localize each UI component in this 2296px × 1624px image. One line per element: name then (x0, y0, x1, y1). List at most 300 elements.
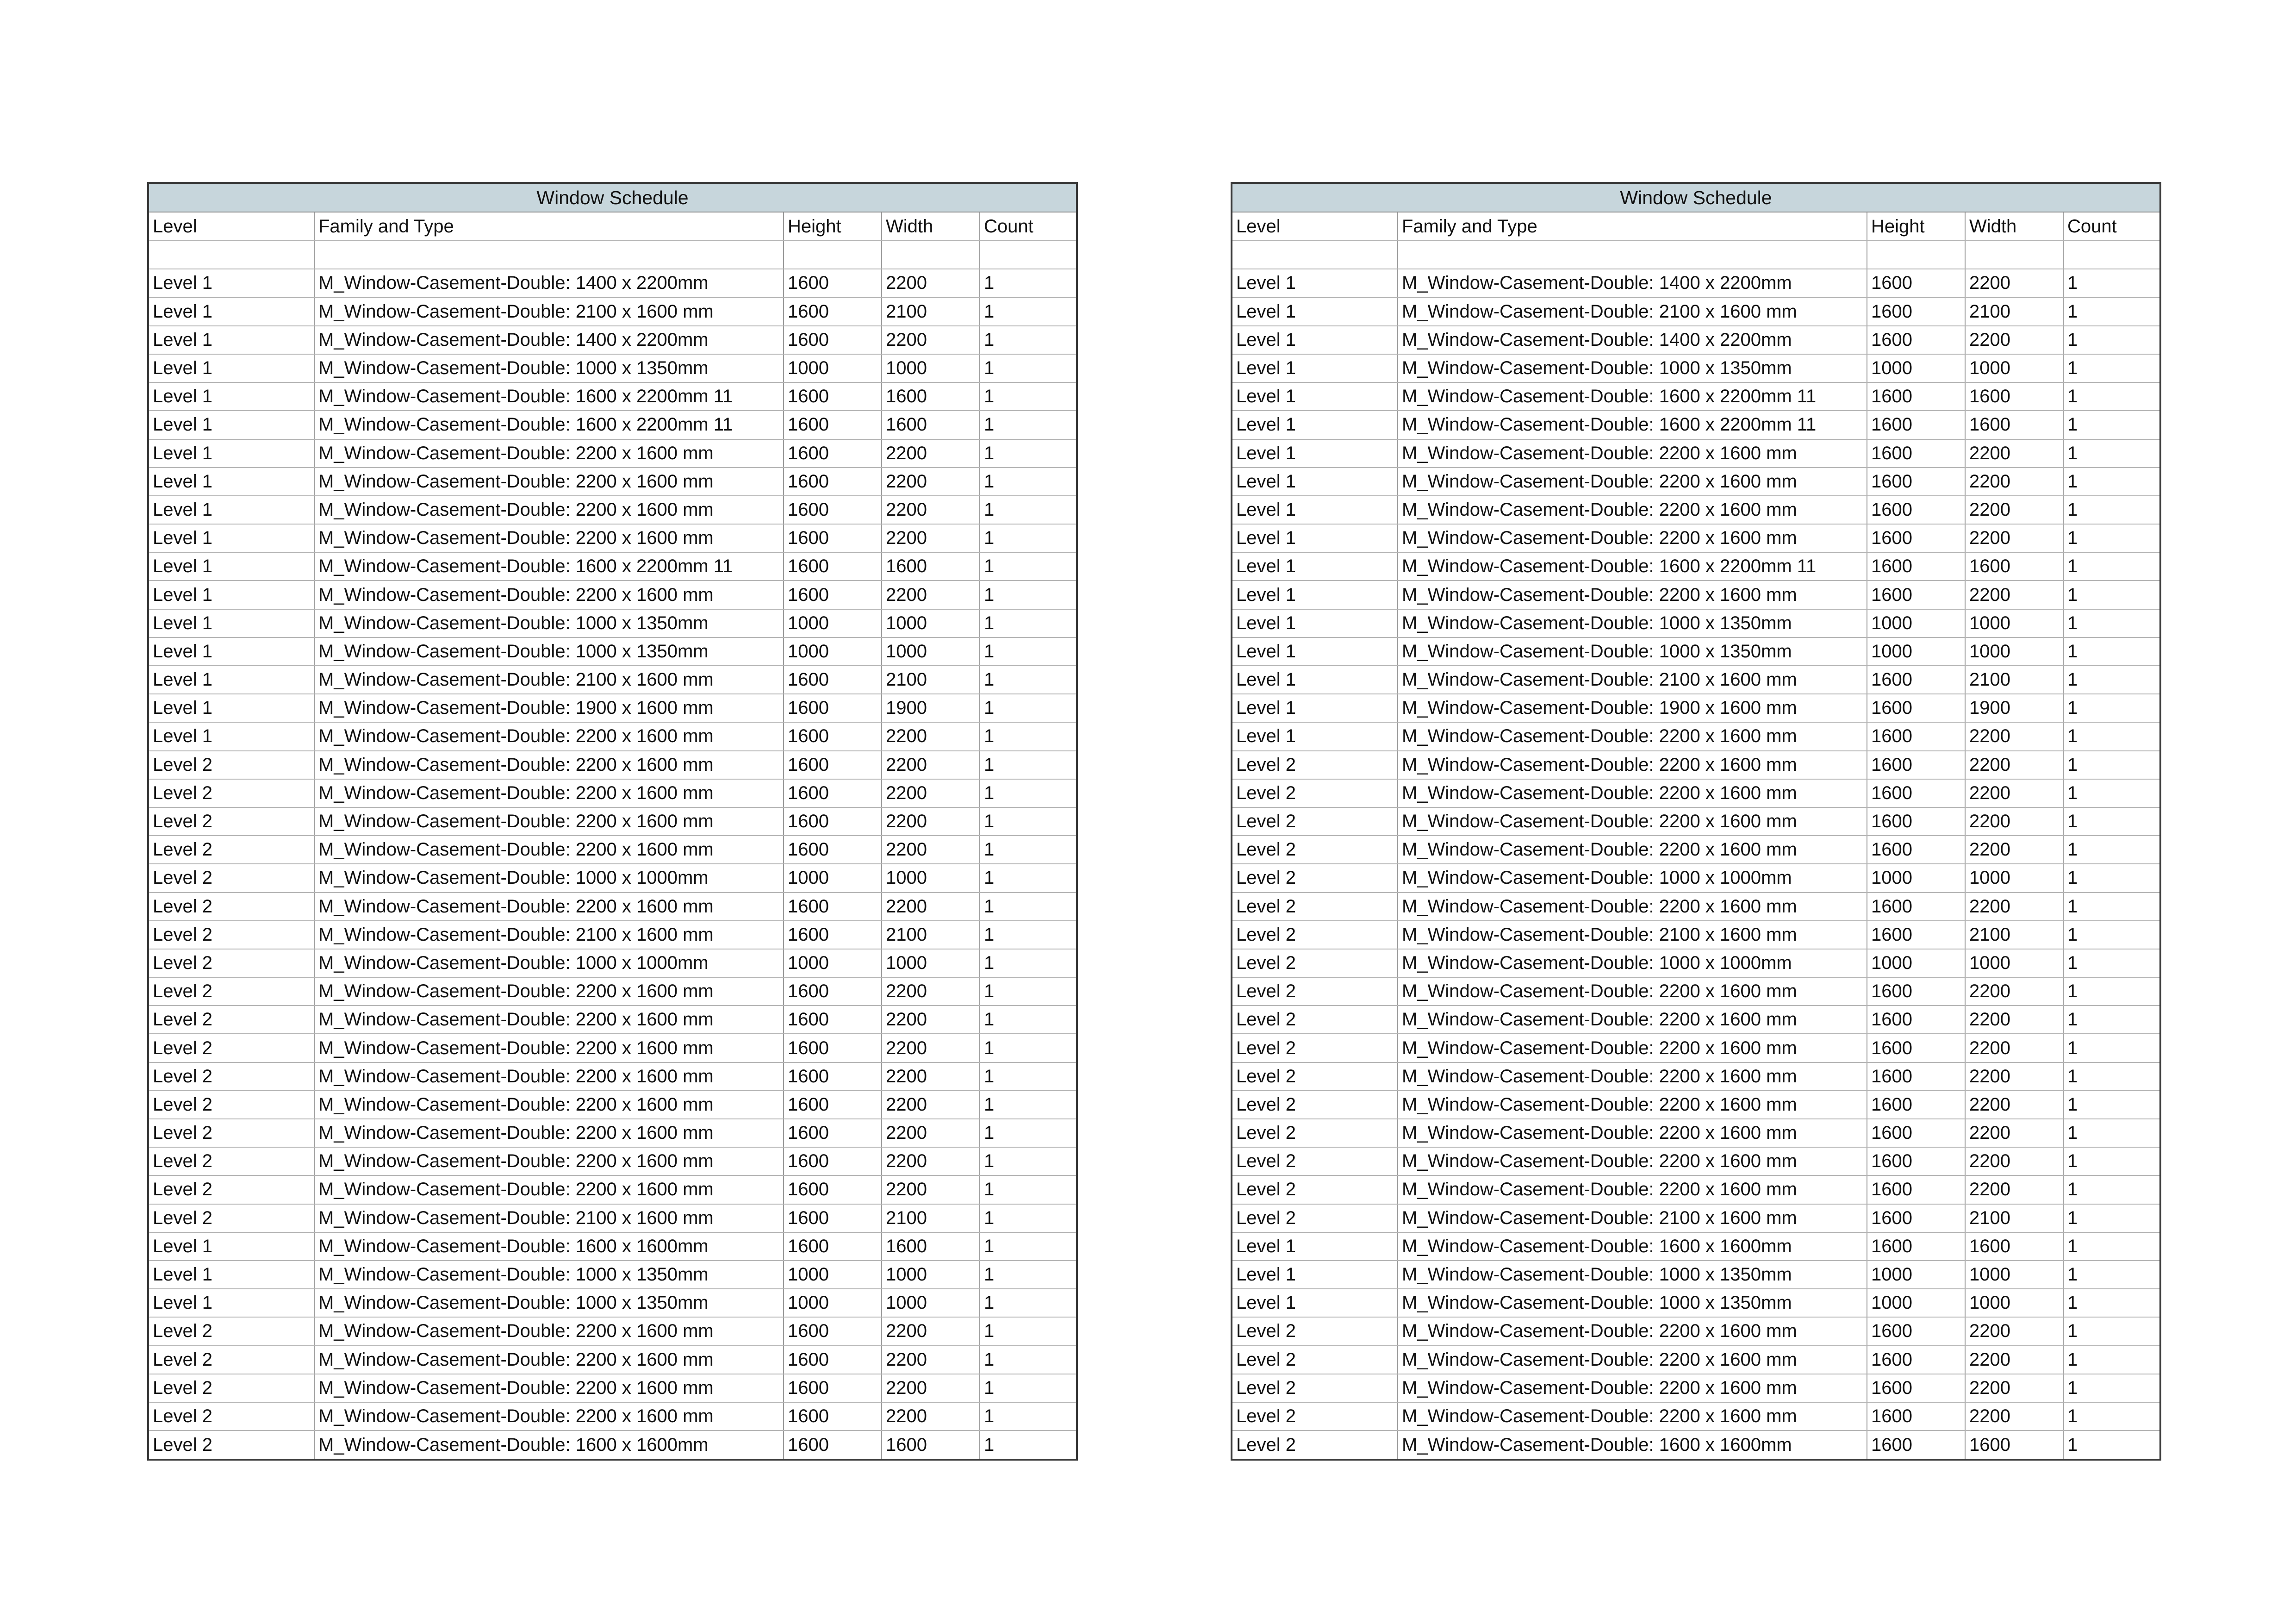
cell-height: 1600 (784, 921, 882, 949)
cell-height: 1600 (784, 269, 882, 297)
column-header-height: Height (784, 212, 882, 241)
cell-count: 1 (980, 1261, 1076, 1289)
cell-width: 1000 (882, 609, 980, 637)
cell-width: 1600 (882, 411, 980, 439)
cell-count: 1 (2063, 269, 2159, 297)
table-row (1232, 326, 2159, 354)
cell-width: 1600 (882, 1232, 980, 1261)
cell-height: 1600 (1867, 666, 1965, 694)
table-row (149, 241, 1076, 269)
cell-level: Level 2 (1232, 807, 1398, 836)
cell-count: 1 (980, 411, 1076, 439)
table-row (1232, 637, 2159, 666)
cell-count: 1 (2063, 382, 2159, 411)
cell-count: 1 (980, 893, 1076, 921)
column-header-family-and-type: Family and Type (314, 212, 784, 241)
cell-level: Level 1 (1232, 1289, 1398, 1317)
cell-family-and-type: M_Window-Casement-Double: 1000 x 1000mm (1398, 864, 1867, 892)
cell-count: 1 (2063, 779, 2159, 807)
cell-height: 1600 (1867, 1147, 1965, 1175)
column-header-family-and-type: Family and Type (1398, 212, 1867, 241)
cell-height: 1600 (1867, 439, 1965, 468)
cell-count: 1 (2063, 807, 2159, 836)
table-row (1232, 1147, 2159, 1175)
cell-family-and-type: M_Window-Casement-Double: 2200 x 1600 mm (314, 1374, 784, 1402)
cell-family-and-type: M_Window-Casement-Double: 2200 x 1600 mm (1398, 1147, 1867, 1175)
cell-height: 1600 (784, 468, 882, 496)
cell-height: 1600 (1867, 1119, 1965, 1147)
cell-height: 1600 (1867, 1062, 1965, 1091)
cell-level: Level 1 (149, 496, 314, 524)
cell-height: 1000 (1867, 354, 1965, 382)
cell-height (1867, 241, 1965, 269)
cell-width: 2200 (882, 269, 980, 297)
table-row (149, 836, 1076, 864)
cell-width: 2200 (1965, 779, 2063, 807)
cell-count: 1 (980, 609, 1076, 637)
cell-count: 1 (2063, 1175, 2159, 1204)
cell-level: Level 1 (1232, 637, 1398, 666)
table-row (149, 779, 1076, 807)
cell-family-and-type: M_Window-Casement-Double: 2200 x 1600 mm (1398, 468, 1867, 496)
table-row (1232, 1006, 2159, 1034)
cell-height: 1600 (1867, 836, 1965, 864)
cell-family-and-type: M_Window-Casement-Double: 1000 x 1350mm (314, 1261, 784, 1289)
cell-count: 1 (2063, 524, 2159, 552)
cell-level: Level 1 (149, 382, 314, 411)
table-row (149, 1346, 1076, 1374)
table-row (149, 921, 1076, 949)
cell-height: 1600 (784, 722, 882, 750)
cell-family-and-type: M_Window-Casement-Double: 2200 x 1600 mm (1398, 722, 1867, 750)
header-row (1232, 212, 2159, 241)
table-row (1232, 1346, 2159, 1374)
cell-count: 1 (2063, 1232, 2159, 1261)
cell-level: Level 2 (1232, 1317, 1398, 1345)
cell-family-and-type: M_Window-Casement-Double: 2100 x 1600 mm (314, 1204, 784, 1232)
cell-count: 1 (2063, 1091, 2159, 1119)
cell-level: Level 1 (1232, 1261, 1398, 1289)
cell-level: Level 1 (1232, 439, 1398, 468)
cell-family-and-type: M_Window-Casement-Double: 1400 x 2200mm (314, 269, 784, 297)
cell-width: 2200 (882, 326, 980, 354)
table-row (1232, 468, 2159, 496)
cell-width: 2200 (1965, 1119, 2063, 1147)
cell-width: 2100 (1965, 666, 2063, 694)
column-header-width: Width (882, 212, 980, 241)
cell-family-and-type: M_Window-Casement-Double: 2200 x 1600 mm (314, 496, 784, 524)
cell-level: Level 1 (149, 468, 314, 496)
table-row (149, 1147, 1076, 1175)
cell-width: 2200 (882, 1175, 980, 1204)
cell-family-and-type: M_Window-Casement-Double: 1000 x 1350mm (1398, 1289, 1867, 1317)
cell-family-and-type: M_Window-Casement-Double: 2200 x 1600 mm (1398, 1317, 1867, 1345)
schedule-table (1232, 212, 2159, 1459)
cell-count: 1 (2063, 411, 2159, 439)
cell-height: 1600 (784, 779, 882, 807)
cell-family-and-type: M_Window-Casement-Double: 1000 x 1350mm (1398, 637, 1867, 666)
schedule-body (1232, 241, 2159, 1459)
table-row (1232, 1430, 2159, 1459)
cell-level: Level 2 (149, 864, 314, 892)
table-row (149, 354, 1076, 382)
cell-level: Level 1 (1232, 298, 1398, 326)
cell-count: 1 (2063, 468, 2159, 496)
cell-level: Level 2 (1232, 836, 1398, 864)
schedule-title: Window Schedule (1232, 184, 2159, 212)
cell-family-and-type: M_Window-Casement-Double: 2100 x 1600 mm (1398, 666, 1867, 694)
table-row (149, 326, 1076, 354)
cell-family-and-type: M_Window-Casement-Double: 2200 x 1600 mm (314, 1346, 784, 1374)
cell-family-and-type: M_Window-Casement-Double: 1600 x 2200mm 11 (1398, 411, 1867, 439)
cell-width: 1000 (1965, 354, 2063, 382)
cell-family-and-type (1398, 241, 1867, 269)
cell-count: 1 (2063, 609, 2159, 637)
cell-level: Level 2 (149, 1006, 314, 1034)
window-schedule-left (147, 182, 1078, 1461)
cell-count: 1 (2063, 1402, 2159, 1430)
table-row (149, 1374, 1076, 1402)
cell-width: 2200 (882, 1034, 980, 1062)
cell-level: Level 1 (149, 298, 314, 326)
cell-count: 1 (980, 1091, 1076, 1119)
cell-level: Level 1 (149, 637, 314, 666)
cell-family-and-type: M_Window-Casement-Double: 1000 x 1350mm (1398, 1261, 1867, 1289)
cell-count: 1 (980, 1204, 1076, 1232)
cell-family-and-type: M_Window-Casement-Double: 2200 x 1600 mm (1398, 1119, 1867, 1147)
cell-family-and-type: M_Window-Casement-Double: 2200 x 1600 mm (314, 1147, 784, 1175)
cell-count: 1 (2063, 836, 2159, 864)
cell-height: 1600 (784, 496, 882, 524)
cell-width: 2200 (1965, 1402, 2063, 1430)
table-row (1232, 411, 2159, 439)
cell-family-and-type: M_Window-Casement-Double: 2200 x 1600 mm (314, 893, 784, 921)
cell-family-and-type: M_Window-Casement-Double: 2200 x 1600 mm (314, 524, 784, 552)
cell-count: 1 (2063, 1261, 2159, 1289)
table-row (149, 1232, 1076, 1261)
cell-family-and-type: M_Window-Casement-Double: 2200 x 1600 mm (1398, 1034, 1867, 1062)
cell-family-and-type: M_Window-Casement-Double: 2200 x 1600 mm (1398, 977, 1867, 1006)
cell-level: Level 1 (1232, 694, 1398, 722)
cell-count: 1 (980, 1232, 1076, 1261)
cell-level: Level 2 (1232, 921, 1398, 949)
column-header-height: Height (1867, 212, 1965, 241)
cell-height: 1600 (784, 1147, 882, 1175)
cell-family-and-type: M_Window-Casement-Double: 1600 x 2200mm 11 (314, 411, 784, 439)
cell-level: Level 2 (149, 1119, 314, 1147)
table-row (149, 411, 1076, 439)
cell-height: 1600 (1867, 524, 1965, 552)
table-row (149, 1261, 1076, 1289)
cell-count: 1 (2063, 1034, 2159, 1062)
column-header-level: Level (1232, 212, 1398, 241)
cell-width: 1900 (1965, 694, 2063, 722)
cell-count: 1 (980, 666, 1076, 694)
cell-count (2063, 241, 2159, 269)
cell-height: 1000 (1867, 637, 1965, 666)
cell-count: 1 (2063, 552, 2159, 581)
cell-height: 1600 (1867, 1175, 1965, 1204)
cell-height: 1000 (1867, 609, 1965, 637)
cell-family-and-type: M_Window-Casement-Double: 1000 x 1000mm (314, 864, 784, 892)
cell-count: 1 (980, 1289, 1076, 1317)
cell-family-and-type: M_Window-Casement-Double: 2200 x 1600 mm (314, 751, 784, 779)
cell-width: 1000 (882, 949, 980, 977)
cell-level: Level 1 (149, 722, 314, 750)
cell-family-and-type: M_Window-Casement-Double: 2200 x 1600 mm (1398, 524, 1867, 552)
cell-width: 2200 (882, 496, 980, 524)
table-row (149, 694, 1076, 722)
table-row (1232, 1034, 2159, 1062)
cell-level: Level 1 (1232, 552, 1398, 581)
cell-width: 2100 (1965, 298, 2063, 326)
cell-level: Level 2 (149, 977, 314, 1006)
table-row (1232, 609, 2159, 637)
cell-count: 1 (980, 439, 1076, 468)
cell-count: 1 (2063, 722, 2159, 750)
table-row (1232, 751, 2159, 779)
cell-family-and-type: M_Window-Casement-Double: 2200 x 1600 mm (1398, 751, 1867, 779)
cell-count: 1 (2063, 666, 2159, 694)
cell-height: 1600 (784, 581, 882, 609)
cell-height: 1600 (1867, 581, 1965, 609)
cell-count: 1 (980, 1062, 1076, 1091)
cell-height: 1600 (1867, 893, 1965, 921)
cell-width: 2100 (1965, 1204, 2063, 1232)
cell-height: 1600 (1867, 298, 1965, 326)
cell-level: Level 2 (1232, 1062, 1398, 1091)
cell-count: 1 (984, 1434, 995, 1455)
cell-height: 1600 (784, 1006, 882, 1034)
cell-width: 1000 (882, 864, 980, 892)
table-row (1232, 1204, 2159, 1232)
table-row (1232, 977, 2159, 1006)
cell-count: 1 (2063, 1289, 2159, 1317)
table-row (1232, 722, 2159, 750)
cell-level: Level 2 (149, 921, 314, 949)
cell-level: Level 1 (149, 1232, 314, 1261)
table-row (1232, 382, 2159, 411)
cell-level: Level 1 (1232, 722, 1398, 750)
cell-family-and-type: M_Window-Casement-Double: 2100 x 1600 mm (1398, 921, 1867, 949)
cell-height: 1600 (1867, 1346, 1965, 1374)
cell-level (1232, 241, 1398, 269)
table-row (149, 382, 1076, 411)
cell-height: 1600 (784, 836, 882, 864)
table-row (1232, 552, 2159, 581)
cell-count: 1 (2063, 1374, 2159, 1402)
cell-width: 2200 (882, 468, 980, 496)
cell-count: 1 (980, 524, 1076, 552)
cell-family-and-type: M_Window-Casement-Double: 2200 x 1600 mm (1398, 1175, 1867, 1204)
cell-count: 1 (2063, 326, 2159, 354)
cell-count: 1 (980, 864, 1076, 892)
cell-height: 1000 (784, 1261, 882, 1289)
cell-level: Level 1 (1232, 354, 1398, 382)
cell-width: 2100 (882, 921, 980, 949)
cell-width: 2200 (882, 1119, 980, 1147)
cell-width: 2100 (882, 666, 980, 694)
cell-count: 1 (2063, 1346, 2159, 1374)
table-row (149, 977, 1076, 1006)
cell-level: Level 2 (1232, 1034, 1398, 1062)
cell-level: Level 2 (149, 1062, 314, 1091)
cell-family-and-type: M_Window-Casement-Double: 2200 x 1600 mm (314, 836, 784, 864)
cell-height (784, 241, 882, 269)
cell-level: Level 2 (1232, 977, 1398, 1006)
table-row (1232, 524, 2159, 552)
cell-width: 2100 (882, 298, 980, 326)
cell-level: Level 1 (149, 411, 314, 439)
cell-width: 2200 (1965, 893, 2063, 921)
cell-width: 1000 (1965, 949, 2063, 977)
cell-height: 1600 (784, 552, 882, 581)
cell-height: 1000 (1867, 864, 1965, 892)
table-row (149, 552, 1076, 581)
cell-height: 1600 (1867, 1034, 1965, 1062)
cell-width: 2200 (882, 977, 980, 1006)
cell-height: 1600 (1867, 1430, 1965, 1459)
cell-level: Level 1 (1232, 1232, 1398, 1261)
cell-width: 1000 (882, 1289, 980, 1317)
cell-family-and-type: M_Window-Casement-Double: 1000 x 1000mm (314, 949, 784, 977)
cell-count: 1 (2063, 581, 2159, 609)
cell-count: 1 (2063, 496, 2159, 524)
cell-count: 1 (980, 1175, 1076, 1204)
cell-width: 2200 (882, 1062, 980, 1091)
cell-family-and-type: M_Window-Casement-Double: 1000 x 1350mm (314, 1289, 784, 1317)
cell-count: 1 (2063, 354, 2159, 382)
cell-count: 1 (980, 382, 1076, 411)
cell-family-and-type: M_Window-Casement-Double: 1000 x 1350mm (1398, 354, 1867, 382)
cell-width: 2200 (1965, 1175, 2063, 1204)
cell-count: 1 (980, 694, 1076, 722)
cell-width: 2200 (882, 1006, 980, 1034)
cell-width: 2200 (1965, 751, 2063, 779)
cell-height: 1600 (1867, 552, 1965, 581)
cell-family-and-type: M_Window-Casement-Double: 2100 x 1600 mm (314, 666, 784, 694)
cell-level: Level 1 (149, 552, 314, 581)
table-row (1232, 439, 2159, 468)
cell-family-and-type: M_Window-Casement-Double: 2200 x 1600 mm (314, 779, 784, 807)
cell-count: 1 (980, 581, 1076, 609)
column-header-width: Width (1965, 212, 2063, 241)
cell-width: 1000 (1965, 864, 2063, 892)
cell-level: Level 1 (149, 609, 314, 637)
cell-count (980, 241, 1076, 269)
cell-count: 1 (2063, 298, 2159, 326)
cell-count: 1 (980, 298, 1076, 326)
cell-height: 1600 (1867, 807, 1965, 836)
cell-count: 1 (980, 326, 1076, 354)
cell-count: 1 (2063, 921, 2159, 949)
cell-count: 1 (980, 1006, 1076, 1034)
cell-height: 1600 (784, 666, 882, 694)
cell-width: 2100 (882, 1204, 980, 1232)
cell-count: 1 (980, 807, 1076, 836)
table-row (149, 1006, 1076, 1034)
cell-family-and-type: M_Window-Casement-Double: 2200 x 1600 mm (1398, 439, 1867, 468)
cell-height: 1600 (1867, 1374, 1965, 1402)
cell-width: 1600 (1965, 1232, 2063, 1261)
cell-level: Level 2 (149, 1147, 314, 1175)
cell-level: Level 1 (149, 666, 314, 694)
cell-level: Level 1 (149, 1289, 314, 1317)
cell-level: Level 2 (149, 1317, 314, 1345)
cell-width: 1600 (1965, 1430, 2063, 1459)
cell-level: Level 1 (1232, 411, 1398, 439)
table-row (1232, 269, 2159, 297)
cell-height: 1600 (784, 1346, 882, 1374)
cell-height: 1000 (784, 609, 882, 637)
cell-level: Level 2 (1232, 1006, 1398, 1034)
cell-count: 1 (980, 722, 1076, 750)
cell-height: 1000 (1867, 1261, 1965, 1289)
cell-height: 1000 (784, 637, 882, 666)
cell-level: Level 1 (149, 1261, 314, 1289)
cell-width: 1600 (882, 552, 980, 581)
cell-height: 1600 (784, 1232, 882, 1261)
cell-count: 1 (980, 354, 1076, 382)
table-row (1232, 1175, 2159, 1204)
cell-width: 2200 (882, 1317, 980, 1345)
cell-width: 2200 (1965, 1346, 2063, 1374)
cell-width: 2200 (882, 1346, 980, 1374)
cell-width: 2200 (1965, 807, 2063, 836)
cell-height: 1000 (784, 354, 882, 382)
cell-count: 1 (2063, 977, 2159, 1006)
cell-family-and-type: M_Window-Casement-Double: 2200 x 1600 mm (1398, 496, 1867, 524)
table-row (149, 1402, 1076, 1430)
cell-width: 2200 (882, 893, 980, 921)
cell-family-and-type: M_Window-Casement-Double: 2200 x 1600 mm (314, 1175, 784, 1204)
cell-level: Level 1 (149, 524, 314, 552)
cell-width: 1000 (1965, 637, 2063, 666)
cell-family-and-type: M_Window-Casement-Double: 1000 x 1350mm (1398, 609, 1867, 637)
cell-width: 2200 (1965, 1006, 2063, 1034)
cell-width: 2200 (1965, 581, 2063, 609)
cell-height: 1600 (784, 1175, 882, 1204)
table-row (1232, 1119, 2159, 1147)
cell-family-and-type: M_Window-Casement-Double: 1600 x 1600mm (314, 1430, 784, 1459)
table-row (1232, 581, 2159, 609)
cell-height: 1600 (1867, 977, 1965, 1006)
cell-width: 2200 (882, 751, 980, 779)
table-row (1232, 893, 2159, 921)
schedule-title: Window Schedule (149, 184, 1076, 212)
cell-height: 1000 (784, 864, 882, 892)
table-row (1232, 496, 2159, 524)
table-row (1232, 1374, 2159, 1402)
cell-height: 1600 (1867, 921, 1965, 949)
cell-width: 1600 (882, 1430, 980, 1459)
cell-family-and-type: M_Window-Casement-Double: 2200 x 1600 mm (314, 977, 784, 1006)
cell-level: Level 2 (149, 1175, 314, 1204)
cell-family-and-type: M_Window-Casement-Double: 2200 x 1600 mm (1398, 1062, 1867, 1091)
table-row (149, 1034, 1076, 1062)
table-row (149, 1289, 1076, 1317)
cell-family-and-type: M_Window-Casement-Double: 2100 x 1600 mm (314, 921, 784, 949)
cell-family-and-type: M_Window-Casement-Double: 1600 x 2200mm 11 (314, 382, 784, 411)
cell-width (1965, 241, 2063, 269)
cell-family-and-type: M_Window-Casement-Double: 2200 x 1600 mm (1398, 779, 1867, 807)
table-row (1232, 836, 2159, 864)
table-row (149, 298, 1076, 326)
cell-count: 1 (980, 552, 1076, 581)
cell-width: 2200 (882, 836, 980, 864)
cell-width: 2200 (1965, 1034, 2063, 1062)
cell-width: 1600 (882, 382, 980, 411)
